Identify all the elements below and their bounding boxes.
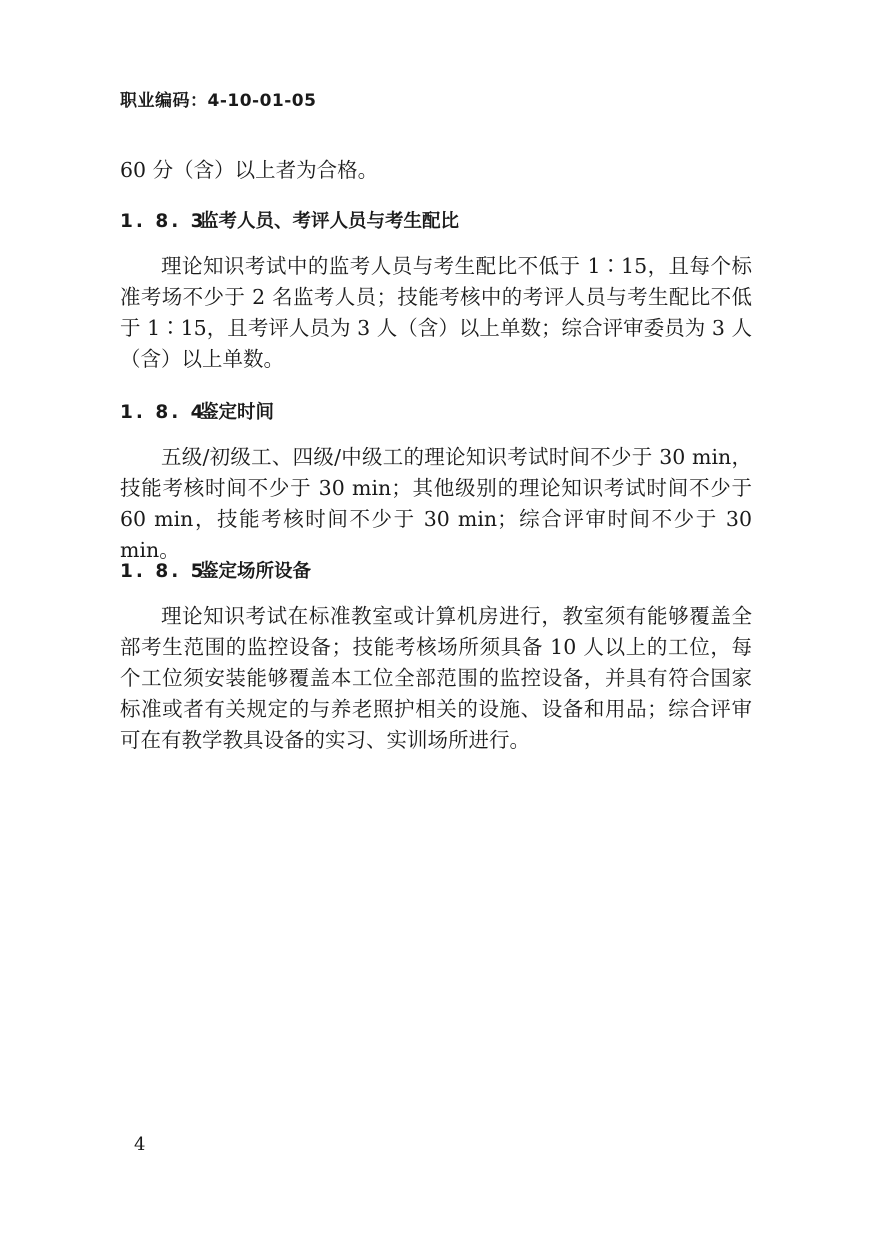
section-heading [120,398,274,424]
section-number: 1. 8. 4 [120,402,207,423]
section-body: 理论知识考试中的监考人员与考生配比不低于 1∶15，且每个标准考场不少于 2 名监考人员；技能考核中的考评人员与考生配比不低于 1∶15，且考评人员为 3 人（含）以上单数；综合评审委员为 3 人（含）以上单数。 [120,254,752,371]
section-title: 鉴定时间 [200,402,275,423]
section-number: 1. 8. 3 [120,211,207,232]
section-title: 鉴定场所设备 [200,561,312,582]
section-heading [120,207,459,233]
section-body: 五级/初级工、四级/中级工的理论知识考试时间不少于 30 min，技能考核时间不少于 30 min；其他级别的理论知识考试时间不少于 60 min，技能考核时间不少于 30 min；综合评审时间不少于 30 min。 [120,445,752,562]
intro-paragraph: 60 分（含）以上者为合格。 [120,158,379,182]
section-number: 1. 8. 5 [120,561,207,582]
section-heading [120,557,311,583]
section-title: 监考人员、考评人员与考生配比 [200,211,460,232]
page-number: 4 [134,1134,146,1155]
section-body: 理论知识考试在标准教室或计算机房进行，教室须有能够覆盖全部考生范围的监控设备；技能考核场所须具备 10 人以上的工位，每个工位须安装能够覆盖本工位全部范围的监控设备，并具有符合国家标准或者有关规定的与养老照护相关的设施、设备和用品；综合评审可在有教学教具设备的实习、实训场所进行。 [120,604,752,752]
occupation-code-header: 职业编码：4-10-01-05 [120,91,317,111]
